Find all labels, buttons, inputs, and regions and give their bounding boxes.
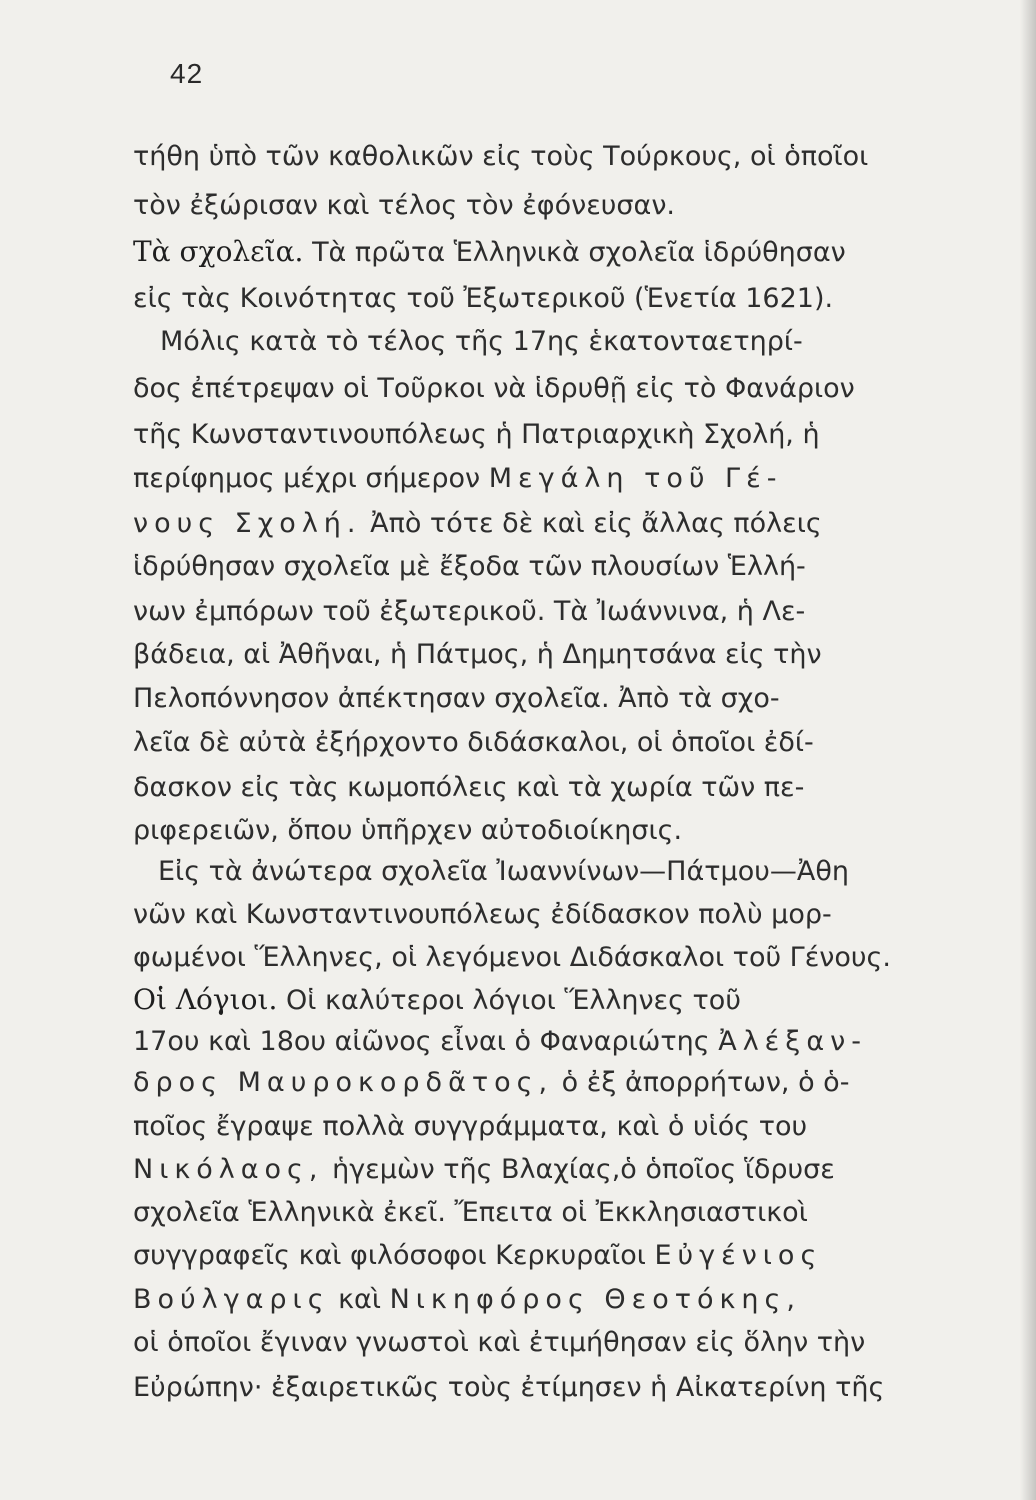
page-number: 42 xyxy=(170,58,204,89)
text-line-14: λεῖα δὲ αὐτὰ ἐξήρχοντο διδάσκαλοι, οἱ ὁποῖοι ἐδί- xyxy=(133,727,814,758)
text-line-24 xyxy=(133,1153,835,1187)
text-line-21-b: Ἀλέξαν- xyxy=(718,1026,867,1057)
text-line-24-b: ἡγεμὼν τῆς Βλαχίας,ὁ ὁποῖος ἵδρυσε xyxy=(332,1154,835,1185)
text-line-1: τήθη ὑπὸ τῶν καθολικῶν εἰς τοὺς Τούρκους, οἱ ὁποῖοι xyxy=(133,141,869,172)
text-line-12: βάδεια, αἱ Ἀθῆναι, ἡ Πάτμος, ἡ Δημητσάνα εἰς τὴν xyxy=(133,639,822,670)
text-line-20 xyxy=(133,983,741,1018)
text-line-9 xyxy=(133,507,822,541)
text-line-22-a: δρος Μαυροκορδᾶτος, xyxy=(133,1067,554,1098)
text-line-8-b: Μεγάλη τοῦ Γέ- xyxy=(488,463,783,494)
text-line-4: εἰς τὰς Κοινότητας τοῦ Ἐξωτερικοῦ (Ἑνετία 1621). xyxy=(133,283,834,314)
text-line-13: Πελοπόννησον ἀπέκτησαν σχολεῖα. Ἀπὸ τὰ σχο- xyxy=(133,683,780,714)
text-line-21 xyxy=(133,1025,867,1059)
text-line-5: Μόλις κατὰ τὸ τέλος τῆς 17ης ἑκατονταετηρί- xyxy=(160,326,803,357)
text-line-15: δασκον εἰς τὰς κωμοπόλεις καὶ τὰ χωρία τῶν πε- xyxy=(133,772,805,803)
text-line-11: νων ἐμπόρων τοῦ ἐξωτερικοῦ. Τὰ Ἰωάννινα, ἡ Λε- xyxy=(133,596,806,627)
text-line-9-a: νους Σχολή. xyxy=(133,508,362,539)
text-line-23: ποῖος ἔγραψε πολλὰ συγγράμματα, καὶ ὁ υἱός του xyxy=(133,1111,808,1142)
text-line-7: τῆς Κωνσταντινουπόλεως ἡ Πατριαρχικὴ Σχολή, ἡ xyxy=(133,419,820,450)
text-line-21-a: 17ου καὶ 18ου αἰῶνος εἶναι ὁ Φαναριώτης xyxy=(133,1026,710,1057)
heading-scholars: Οἱ Λόγιοι. xyxy=(133,983,278,1016)
text-line-28: οἱ ὁποῖοι ἔγιναν γνωστοὶ καὶ ἐτιμήθησαν εἰς ὅλην τὴν xyxy=(133,1327,866,1358)
text-line-8-a: περίφημος μέχρι σήμερον xyxy=(133,463,481,494)
heading-schools: Τὰ σχολεῖα. xyxy=(133,235,304,268)
text-line-3 xyxy=(133,235,846,270)
text-line-26-b: Εὐγένιος xyxy=(654,1240,823,1271)
text-line-6: δος ἐπέτρεψαν οἱ Τοῦρκοι νὰ ἱδρυθῇ εἰς τὸ Φανάριον xyxy=(133,373,855,404)
text-line-24-a: Νικόλαος, xyxy=(133,1154,324,1185)
text-line-3-body: Τὰ πρῶτα Ἑλληνικὰ σχολεῖα ἱδρύθησαν xyxy=(312,237,846,268)
text-line-26-a: συγγραφεῖς καὶ φιλόσοφοι Κερκυραῖοι xyxy=(133,1240,646,1271)
text-line-10: ἱδρύθησαν σχολεῖα μὲ ἔξοδα τῶν πλουσίων Ἑλλή- xyxy=(133,551,806,582)
text-line-8 xyxy=(133,462,782,496)
text-line-2: τὸν ἐξώρισαν καὶ τέλος τὸν ἐφόνευσαν. xyxy=(133,190,675,221)
text-line-27 xyxy=(133,1283,801,1317)
text-line-27-c: Νικηφόρος Θεοτόκης, xyxy=(389,1284,801,1315)
text-line-27-a: Βούλγαρις xyxy=(133,1284,330,1315)
text-line-16: ριφερειῶν, ὅπου ὑπῆρχεν αὐτοδιοίκησις. xyxy=(133,815,683,846)
text-line-29: Εὐρώπην· ἐξαιρετικῶς τοὺς ἐτίμησεν ἡ Αἰκατερίνη τῆς xyxy=(133,1372,885,1403)
text-line-25: σχολεῖα Ἑλληνικὰ ἐκεῖ. Ἔπειτα οἱ Ἐκκλησιαστικοὶ xyxy=(133,1197,808,1228)
text-line-22-b: ὁ ἐξ ἀπορρήτων, ὁ ὁ- xyxy=(561,1067,850,1098)
text-line-22 xyxy=(133,1066,849,1100)
text-line-19: φωμένοι Ἕλληνες, οἱ λεγόμενοι Διδάσκαλοι τοῦ Γένους. xyxy=(133,942,891,973)
text-line-9-b: Ἀπὸ τότε δὲ καὶ εἰς ἄλλας πόλεις xyxy=(370,508,822,539)
text-line-26 xyxy=(133,1239,822,1273)
text-line-20-body: Οἱ καλύτεροι λόγιοι Ἕλληνες τοῦ xyxy=(285,985,741,1016)
text-line-27-b: καὶ xyxy=(338,1284,381,1315)
text-line-17: Εἰς τὰ ἀνώτερα σχολεῖα Ἰωαννίνων—Πάτμου—Ἀθη xyxy=(158,856,849,887)
page-edge-shadow xyxy=(1020,0,1036,1500)
text-line-18: νῶν καὶ Κωνσταντινουπόλεως ἐδίδασκον πολὺ μορ- xyxy=(133,899,832,930)
